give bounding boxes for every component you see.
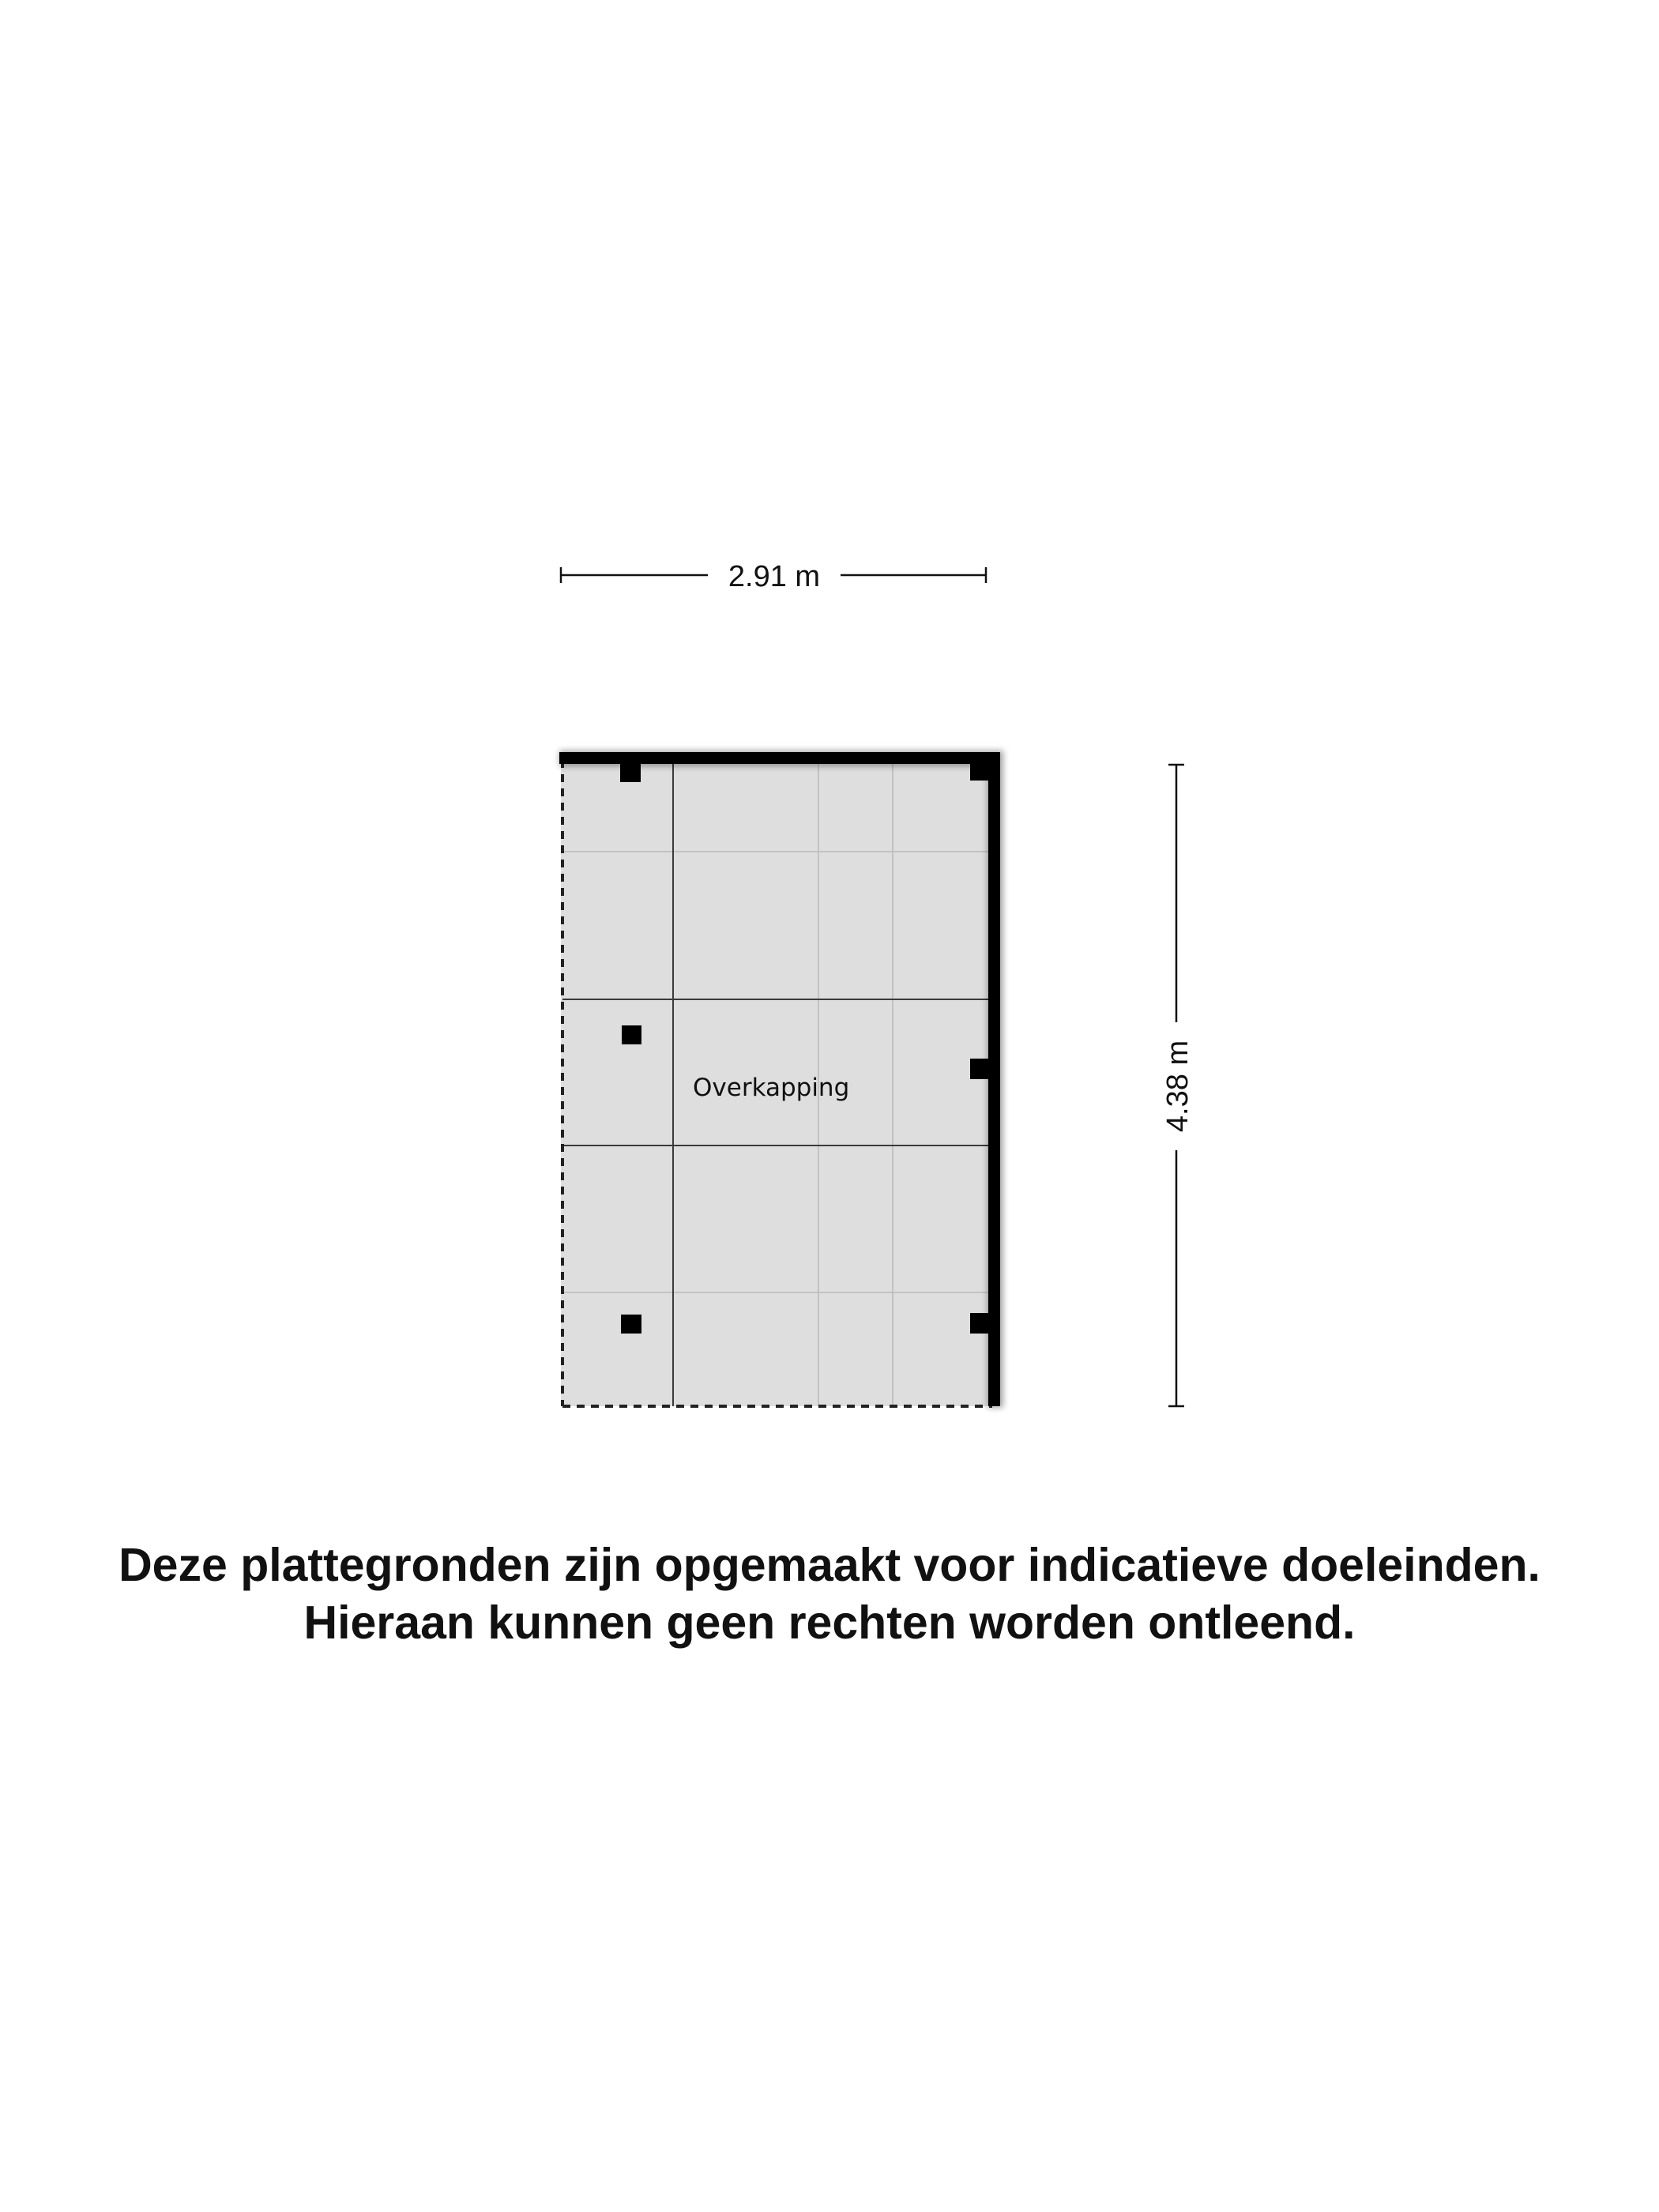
column-post: [620, 763, 641, 782]
column-post: [622, 1025, 641, 1044]
column-post: [621, 1315, 641, 1334]
wall-post: [970, 1059, 989, 1079]
wall-post: [970, 1313, 989, 1334]
top-wall: [559, 752, 1000, 764]
disclaimer-line-2: Hieraan kunnen geen rechten worden ontleend.: [303, 1597, 1356, 1649]
disclaimer: [0, 1537, 1659, 1652]
room-label: Overkapping: [693, 1074, 850, 1102]
width-dimension-label: 2.91 m: [728, 560, 821, 593]
wall-post: [970, 763, 989, 781]
height-dimension-label: 4.38 m: [1161, 1040, 1194, 1133]
right-wall: [988, 752, 1000, 1406]
disclaimer-line-1: Deze plattegronden zijn opgemaakt voor indicatieve doeleinden.: [118, 1539, 1540, 1591]
